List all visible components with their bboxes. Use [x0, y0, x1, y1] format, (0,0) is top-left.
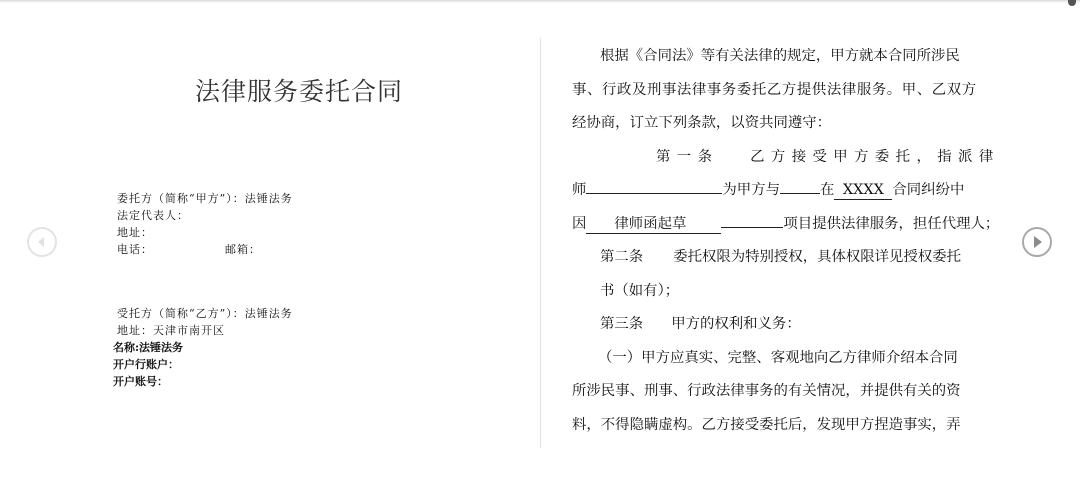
article-3-para-1-line-1: （一）甲方应真实、完整、客观地向乙方律师介绍本合同	[598, 349, 958, 366]
article-2-heading: 第二条	[600, 249, 644, 265]
phone-label: 电话：	[117, 243, 153, 256]
article-3-line	[572, 308, 1002, 342]
text-fragment: 项目提供法律服务，担任代理人；	[783, 215, 1000, 232]
next-page-button[interactable]	[1022, 227, 1052, 257]
text-fragment: 师	[572, 182, 587, 198]
page-title: 法律服务委托合同	[195, 77, 404, 106]
article-1-line-1: 第一条 乙方接受甲方委托，指派律	[656, 148, 1000, 165]
intro-line-1: 根据《合同法》等有关法律的规定，甲方就本合同所涉民	[600, 48, 960, 64]
intro-line-2: 事、行政及刑事法律事务委托乙方提供法律服务。甲、乙双方	[572, 81, 977, 98]
party-a-address-label: 地址：	[117, 226, 153, 239]
case-name-field: XXXX	[834, 182, 892, 200]
party-b-name: 名称:法锤法务	[113, 341, 184, 354]
chevron-left-icon	[29, 229, 55, 255]
party-b-address: 地址：天津市南开区	[117, 324, 225, 337]
contact-row	[117, 241, 293, 258]
play-right-icon	[1024, 229, 1050, 255]
project-subject-field: 律师函起草	[586, 216, 721, 234]
party-b-bank-block	[113, 339, 183, 390]
article-3-heading: 第三条	[600, 316, 644, 332]
intro-line-3: 经协商，订立下列条款，以资共同遵守：	[572, 115, 832, 131]
article-3-para-1-line-3: 料，不得隐瞒虚构。乙方接受委托后，发现甲方捏造事实，弄	[572, 416, 961, 433]
party-b-line: 受托方（简称“乙方”）：法锤法务	[117, 307, 293, 320]
page-divider	[540, 38, 541, 448]
article-2-line-2: 书（如有）；	[600, 282, 680, 299]
email-label: 邮箱：	[225, 243, 261, 256]
article-1-line-3	[572, 208, 1002, 242]
viewer-top-border	[0, 0, 1080, 3]
text-fragment: 在	[819, 182, 835, 198]
account-number-label: 开户账号：	[113, 375, 168, 388]
article-2-text: 委托权限为特别授权，具体权限详见授权委托	[673, 249, 962, 265]
article-3-text: 甲方的权利和义务：	[671, 316, 801, 332]
counterparty-blank	[780, 193, 820, 194]
scrollbar-thumb[interactable]	[1068, 0, 1076, 6]
prev-page-button[interactable]	[27, 227, 57, 257]
contract-body	[572, 40, 1002, 442]
party-a-block	[117, 190, 293, 258]
article-3-para-1-line-2: 所涉民事、刑事、行政法律事务的有关情况，并提供有关的资	[572, 383, 961, 399]
bank-account-label: 开户行账户：	[113, 358, 179, 371]
article-2-line-1	[572, 241, 1002, 275]
text-fragment: 因	[572, 215, 587, 232]
lawyer-name-blank	[586, 193, 722, 194]
text-fragment: 合同纠纷中	[892, 182, 965, 198]
article-1-line-2	[572, 174, 1002, 208]
party-a-line: 委托方（简称“甲方”）：法锤法务	[117, 192, 293, 205]
party-b-block	[117, 305, 293, 339]
project-blank	[721, 210, 783, 228]
legal-rep-label: 法定代表人：	[117, 209, 189, 222]
text-fragment: 为甲方与	[722, 182, 780, 198]
